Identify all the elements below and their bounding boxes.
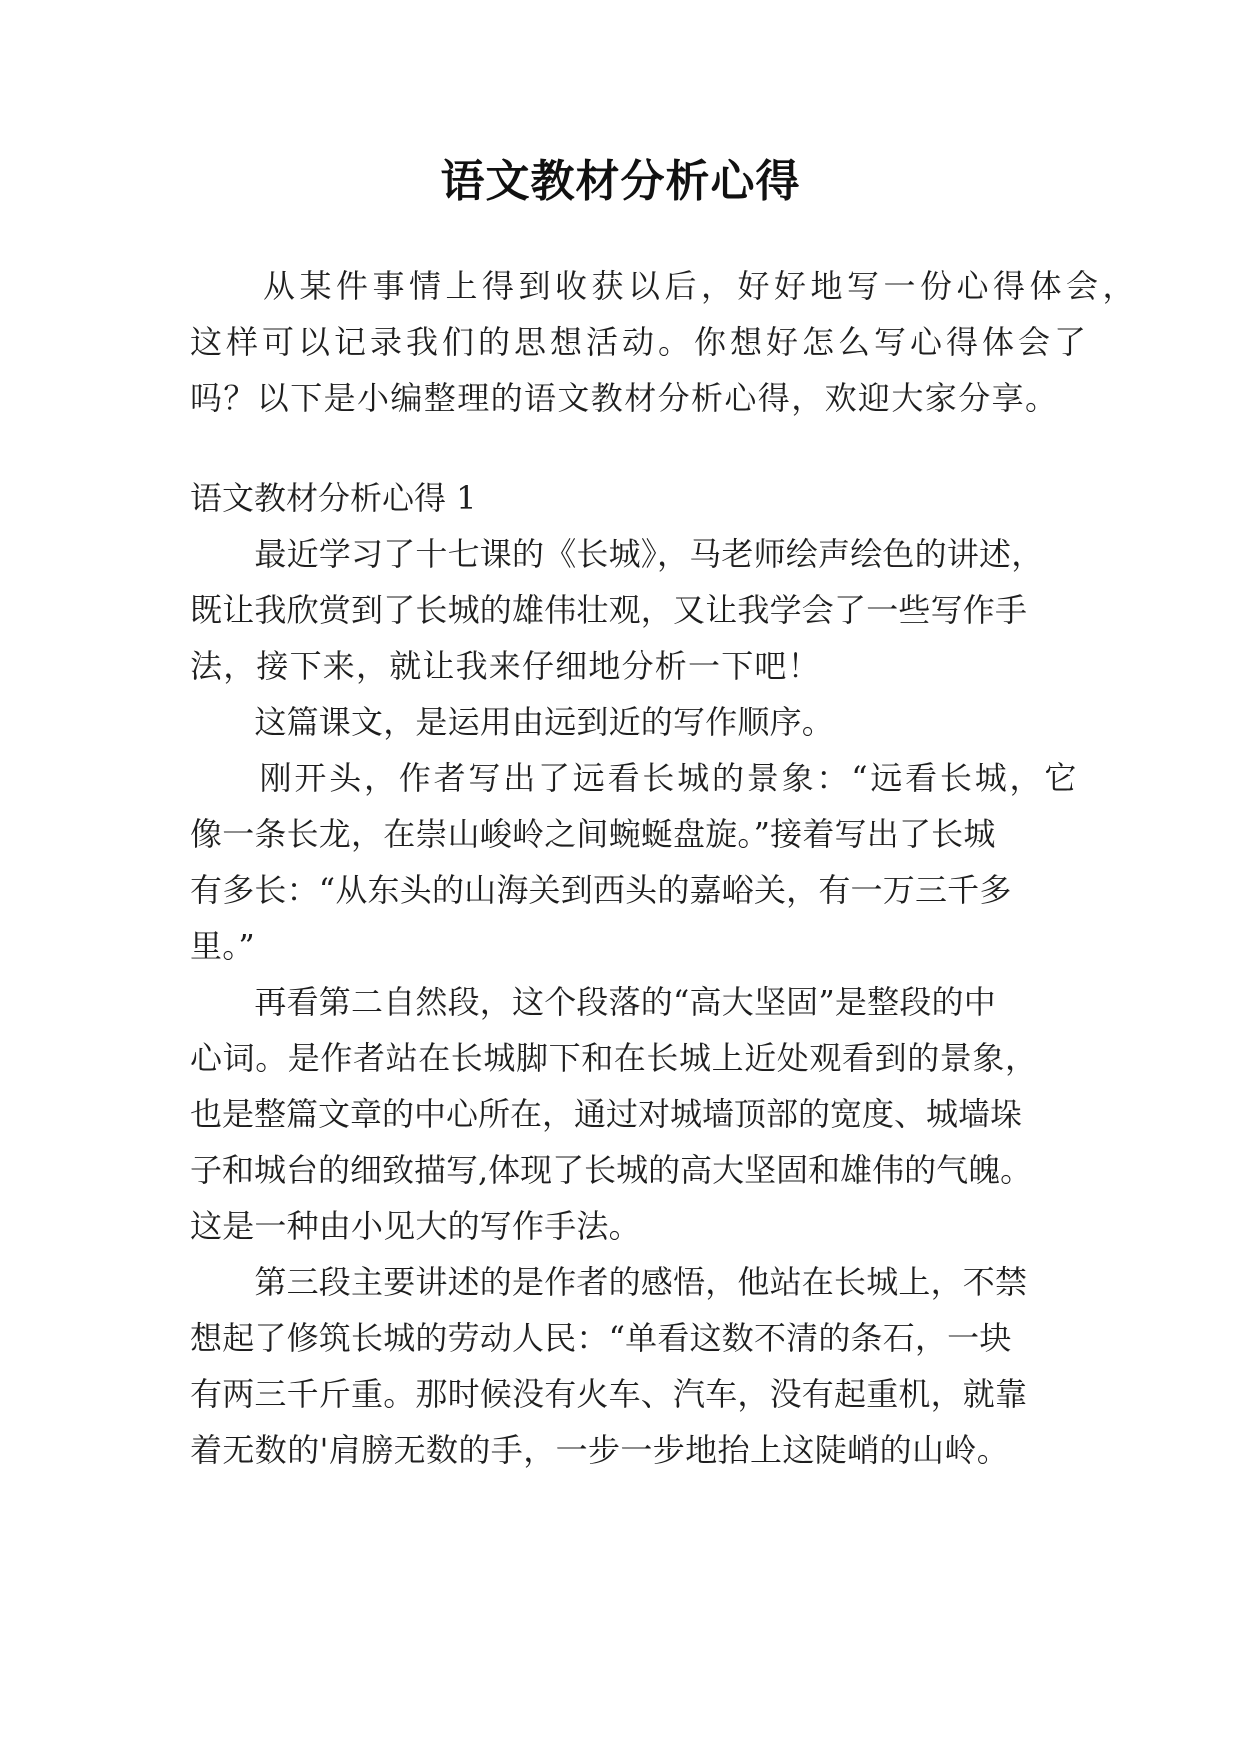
section-heading: 语文教材分析心得 1	[190, 479, 477, 517]
body-text-line: 心词。是作者站在长城脚下和在长城上近处观看到的景象，	[190, 1039, 1038, 1077]
body-text-line: 这篇课文，是运用由远到近的写作顺序。	[190, 703, 835, 741]
body-text-line: 像一条长龙，在崇山峻岭之间蜿蜒盘旋。”接着写出了长城	[190, 815, 996, 853]
body-text-line: 子和城台的细致描写,体现了长城的高大坚固和雄伟的气魄。	[190, 1151, 1033, 1189]
body-text-line: 最近学习了十七课的《长城》，马老师绘声绘色的讲述，	[190, 535, 1044, 573]
body-text-line: 刚开头，作者写出了远看长城的景象：“远看长城，它	[190, 759, 1080, 797]
body-text-line: 既让我欣赏到了长城的雄伟壮观，又让我学会了一些写作手	[190, 591, 1028, 629]
body-text-line: 着无数的'肩膀无数的手，一步一步地抬上这陡峭的山岭。	[190, 1431, 1010, 1469]
body-text-line: 从某件事情上得到收获以后，好好地写一份心得体会，	[190, 267, 1140, 305]
body-text-line: 吗？以下是小编整理的语文教材分析心得，欢迎大家分享。	[190, 379, 1059, 417]
document-title: 语文教材分析心得	[440, 156, 801, 207]
body-text-line: 有两三千斤重。那时候没有火车、汽车，没有起重机，就靠	[190, 1375, 1028, 1413]
body-text-line: 想起了修筑长城的劳动人民：“单看这数不清的条石，一块	[190, 1319, 1012, 1357]
body-text-line: 再看第二自然段，这个段落的“高大坚固”是整段的中	[190, 983, 996, 1021]
body-text-line: 里。”	[190, 927, 255, 965]
body-text-line: 有多长：“从东头的山海关到西头的嘉峪关，有一万三千多	[190, 871, 1012, 909]
body-text-line: 法，接下来，就让我来仔细地分析一下吧！	[190, 647, 821, 685]
body-text-line: 这是一种由小见大的写作手法。	[190, 1207, 641, 1245]
body-text-line: 也是整篇文章的中心所在，通过对城墙顶部的宽度、城墙垛	[190, 1095, 1023, 1133]
body-text-line: 这样可以记录我们的思想活动。你想好怎么写心得体会了	[190, 323, 1091, 361]
body-text-line: 第三段主要讲述的是作者的感悟，他站在长城上，不禁	[190, 1263, 1028, 1301]
